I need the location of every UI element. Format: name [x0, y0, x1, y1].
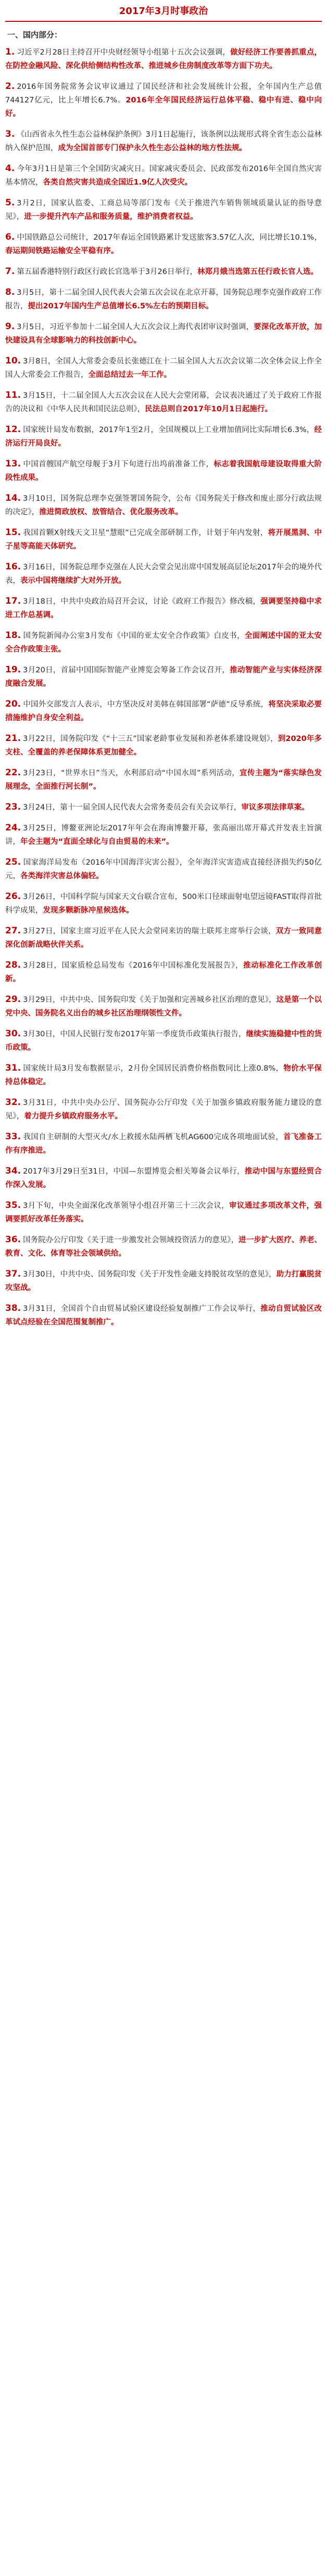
item-text: 3月5日，习近平参加十二届全国人大五次会议上海代表团审议时强调， — [17, 323, 254, 331]
news-item — [5, 1233, 322, 1260]
news-item — [5, 1130, 322, 1157]
item-highlight: 推动智能产业与实体经济深度融合发展。 — [5, 666, 322, 688]
item-text: 3月下旬，中央全面深化改革领导小组召开第三十三次会议， — [23, 1202, 230, 1210]
item-number: 19. — [5, 665, 21, 675]
item-text: 3月27日，国家主席习近平在人民大会堂同来访的瑞士联邦主席举行会谈， — [23, 927, 276, 935]
news-item — [5, 766, 322, 793]
item-number: 31. — [5, 1063, 21, 1073]
item-text: 3月24日，第十一届全国人民代表大会常务委员会有关会议举行， — [23, 803, 242, 812]
section-heading: 一、国内部分： — [7, 30, 62, 40]
item-highlight: 这是第一个以党中央、国务院名义出台的城乡社区治理纲领性文件。 — [5, 996, 322, 1018]
item-number: 38. — [5, 1303, 21, 1313]
item-highlight: 继续实施稳健中性的货币政策。 — [5, 1030, 322, 1052]
item-highlight: 年会主题为“直面全球化与自由贸易的未来”。 — [20, 838, 174, 846]
item-text: 3月20日，首届中国国际智能产业博览会筹备工作会议召开， — [23, 666, 230, 674]
item-text: 3月10日，国务院总理李克强签署国务院令，公布《国务院关于修改和废止部分行政法规的决定》， — [5, 495, 322, 516]
item-number: 32. — [5, 1097, 21, 1108]
item-text: 国家统计局发布数据，2017年1至2月，全国规模以上工业增加值同比实际增长6.3%， — [23, 426, 315, 434]
item-number: 7. — [5, 266, 15, 277]
item-highlight: 将开展黑洞、中子星等高能天体研究。 — [5, 529, 322, 551]
item-number: 1. — [5, 47, 15, 57]
item-number: 12. — [5, 424, 21, 435]
news-item — [5, 285, 322, 313]
news-item — [5, 1267, 322, 1295]
news-item — [5, 196, 322, 224]
item-text: 国家统计局3月发布数据显示，2月份全国居民消费价格指数同比上涨0.8%， — [23, 1064, 284, 1073]
item-text: 3月15日，十二届全国人大五次会议在人民大会堂闭幕，会议表决通过了关于政府工作报告的决议和《中华人民共和国民法总则》， — [5, 392, 322, 413]
news-item — [5, 697, 322, 725]
item-text: 3月22日，国务院印发《“十三五”国家老龄事业发展和养老体系建设规划》， — [23, 735, 278, 743]
news-item — [5, 320, 322, 347]
header — [5, 0, 322, 21]
item-highlight: 首飞准备工作有序推进。 — [5, 1133, 322, 1155]
item-number: 35. — [5, 1200, 21, 1211]
item-highlight: 推动标准化工作改革创新。 — [5, 961, 322, 983]
item-highlight: 进一步提升汽车产品和服务质量，维护消费者权益。 — [24, 213, 198, 221]
news-item — [5, 127, 322, 155]
item-highlight: 民法总则自2017年10月1日起施行。 — [145, 405, 272, 413]
item-highlight: 到2020年多支柱、全覆盖的养老保障体系更加健全。 — [5, 735, 322, 757]
item-text: 习近平2月28日主持召开中央财经领导小组第十五次会议强调， — [17, 48, 231, 57]
item-number: 15. — [5, 527, 21, 538]
item-text: 3月31日，全国首个自由贸易试验区建设经验复制推广工作会议举行， — [23, 1305, 261, 1313]
item-number: 30. — [5, 1029, 21, 1039]
item-text: 3月25日，博鳌亚洲论坛2017年年会在海南博鳌开幕，张高丽出席开幕式并发表主旨演讲， — [5, 824, 322, 846]
news-item — [5, 45, 322, 73]
news-item — [5, 800, 322, 814]
item-text: 3月30日，中国人民银行发布2017年第一季度货币政策执行报告， — [23, 1030, 246, 1038]
item-number: 20. — [5, 699, 21, 709]
item-highlight: 审议通过多项改革文件，强调要抓好改革任务落实。 — [5, 1202, 322, 1224]
news-item — [5, 1061, 322, 1089]
item-text: 3月2日，国家认监委、工商总局等部门发布《关于推进汽车销售领域质量认证的指导意见》， — [5, 199, 322, 221]
item-text: 3月31日，中共中央办公厅、国务院办公厅印发《关于加强乡镇政府服务能力建设的意见》， — [5, 1099, 322, 1121]
item-highlight: 助力打赢脱贫攻坚战。 — [5, 1270, 322, 1292]
news-item — [5, 457, 322, 485]
item-number: 17. — [5, 596, 21, 606]
item-number: 9. — [5, 321, 15, 332]
item-number: 27. — [5, 926, 21, 936]
news-item — [5, 958, 322, 986]
item-highlight: 2016年全年国民经济运行总体平稳、稳中有进、稳中向好。 — [5, 96, 322, 118]
item-number: 13. — [5, 459, 21, 469]
item-text: 3月29日，中共中央、国务院印发《关于加强和完善城乡社区治理的意见》， — [23, 996, 276, 1004]
news-item — [5, 1199, 322, 1226]
item-text: 第五届香港特别行政区行政长官选举于3月26日举行， — [17, 268, 197, 276]
news-item — [5, 821, 322, 849]
item-number: 29. — [5, 994, 21, 1005]
item-text: 国务院办公厅印发《关于进一步激发社会领域投资活力的意见》， — [23, 1236, 239, 1244]
item-highlight: 全面总结过去一年工作。 — [88, 371, 171, 379]
item-text: 3月23日，“世界水日”当天，水利部启动“中国水周”系列活动， — [23, 769, 240, 777]
item-number: 14. — [5, 493, 21, 503]
news-item — [5, 1027, 322, 1055]
item-number: 23. — [5, 802, 21, 812]
item-highlight: 春运期间铁路运输安全平稳有序。 — [5, 247, 119, 255]
page-title: 2017年3月时事政治 — [119, 6, 208, 17]
item-text: 我国首颗X射线天文卫星“慧眼”已完成全部研制工作，计划于年内发射， — [23, 529, 268, 537]
news-item — [5, 80, 322, 121]
news-item — [5, 230, 322, 258]
item-text: 2017年3月29日至31日，中国—东盟博览会相关筹备会议举行， — [23, 1167, 245, 1176]
item-number: 22. — [5, 767, 21, 778]
news-item — [5, 890, 322, 917]
item-text: 3月5日，第十二届全国人民代表大会第五次会议在北京开幕，国务院总理李克强作政府工作报告， — [5, 289, 322, 310]
item-highlight: 标志着我国航母建设取得重大阶段性成果。 — [5, 460, 322, 482]
news-list — [5, 45, 322, 1329]
item-highlight: 做好经济工作要善抓重点，在防控金融风险、深化供给侧结构性改革、推进城乡住房制度改革等方面下功夫。 — [5, 48, 322, 70]
item-number: 8. — [5, 287, 15, 297]
item-highlight: 进一步扩大医疗、养老、教育、文化、体育等社会领域供给。 — [5, 1236, 322, 1258]
item-text: 3月28日，国家质检总局发布《2016年中国标准化发展报告》， — [23, 961, 244, 970]
item-text: 3月16日，国务院总理李克强在人民大会堂会见出席中国发展高层论坛2017年会的境外代表， — [5, 563, 322, 585]
item-highlight: 表示中国将继续扩大对外开放。 — [20, 577, 126, 585]
item-number: 24. — [5, 823, 21, 833]
item-text: 3月18日，中共中央政治局召开会议，讨论《政府工作报告》修改稿， — [23, 597, 261, 606]
news-item — [5, 265, 322, 279]
news-item — [5, 1096, 322, 1123]
item-text: 中国铁路总公司统计，2017年春运全国铁路累计发送旅客3.57亿人次，同比增长10.1%， — [17, 233, 322, 242]
item-number: 16. — [5, 562, 21, 572]
item-text: 3月30日，中共中央、国务院印发《关于开发性金融支持脱贫攻坚的意见》， — [23, 1270, 276, 1279]
news-item — [5, 1164, 322, 1192]
news-item — [5, 924, 322, 952]
item-text: 我国自主研制的大型灭火/水上救援水陆两栖飞机AG600完成各项地面试验， — [23, 1133, 284, 1141]
item-highlight: 推进简政放权、放管结合、优化服务改革。 — [39, 508, 183, 516]
item-number: 33. — [5, 1131, 21, 1142]
news-item — [5, 162, 322, 189]
item-number: 21. — [5, 733, 21, 744]
item-number: 5. — [5, 198, 15, 208]
news-item — [5, 855, 322, 883]
title-divider — [5, 21, 322, 22]
item-number: 10. — [5, 356, 21, 366]
news-item — [5, 354, 322, 382]
news-item — [5, 526, 322, 553]
item-highlight: 物价水平保持总体稳定。 — [5, 1064, 322, 1086]
item-number: 25. — [5, 857, 21, 867]
item-highlight: 推动自贸试验区改革试点经验在全国范围复制推广。 — [5, 1305, 322, 1326]
item-text: 今年3月1日是第三个全国防灾减灾日。国家减灾委员会、民政部发布2016年全国自然灾害基本情况， — [5, 165, 322, 187]
item-highlight: 将坚决采取必要措施维护自身安全利益。 — [5, 700, 322, 722]
item-highlight: 成为全国首部专门保护永久性生态公益林的地方性法规。 — [58, 144, 247, 152]
item-text: 《山西省永久性生态公益林保护条例》3月1日起施行，该条例以法规形式将全省生态公益林纳入保护范围， — [5, 131, 322, 152]
item-highlight: 推动中国与东盟经贸合作深入发展。 — [5, 1167, 322, 1189]
item-number: 34. — [5, 1166, 21, 1176]
item-highlight: 林郑月娥当选第五任行政长官人选。 — [197, 268, 318, 276]
news-item — [5, 629, 322, 656]
item-highlight: 宣传主题为“落实绿色发展理念，全面推行河长制”。 — [5, 769, 322, 791]
item-highlight: 着力提升乡镇政府服务水平。 — [24, 1112, 122, 1121]
item-text: 2016年国务院常务会议审议通过了国民经济和社会发展统计公报，全年国内生产总值744127亿元，比上年增长6.7%。 — [5, 83, 322, 105]
item-highlight: 强调要坚持稳中求进工作总基调。 — [5, 597, 322, 619]
news-item — [5, 491, 322, 519]
item-highlight: 各类海洋灾害总体偏轻。 — [20, 872, 104, 880]
news-item — [5, 663, 322, 691]
news-item — [5, 388, 322, 416]
item-number: 26. — [5, 891, 21, 902]
item-number: 11. — [5, 390, 21, 400]
item-text: 国务院新闻办公室3月发布《中国的亚太安全合作政策》白皮书， — [23, 632, 245, 640]
item-number: 3. — [5, 129, 15, 139]
item-text: 国家海洋局发布《2016年中国海洋灾害公报》，全年海洋灾害造成直接经济损失约50亿元， — [5, 858, 322, 880]
news-item — [5, 423, 322, 450]
item-number: 18. — [5, 630, 21, 641]
news-item — [5, 594, 322, 622]
item-highlight: 各类自然灾害共造成全国近1.9亿人次受灾。 — [43, 178, 193, 187]
item-highlight: 经济运行开局良好。 — [5, 426, 322, 448]
item-text: 中国外交部发言人表示，中方坚决反对美韩在韩国部署“萨德”反导系统， — [23, 700, 269, 709]
news-item — [5, 993, 322, 1020]
news-item — [5, 1302, 322, 1329]
item-number: 36. — [5, 1234, 21, 1245]
item-highlight: 全面阐述中国的亚太安全合作政策主张。 — [5, 632, 322, 654]
item-text: 3月26日，中国科学院与国家天文台联合宣布，500米口径球面射电望远镜FAST取得首批科学成果， — [5, 893, 322, 915]
item-number: 2. — [5, 81, 15, 92]
news-item — [5, 560, 322, 588]
item-highlight: 提出2017年国内生产总值增长6.5%左右的预期目标。 — [28, 302, 213, 310]
item-highlight: 审议多项法律草案。 — [241, 803, 309, 812]
item-highlight: 要深化改革开放，加快建设具有全球影响力的科技创新中心。 — [5, 323, 322, 345]
item-number: 4. — [5, 163, 15, 174]
item-text: 中国首艘国产航空母舰于3月下旬进行出坞前准备工作， — [23, 460, 214, 469]
item-number: 28. — [5, 960, 21, 970]
item-number: 6. — [5, 232, 15, 242]
item-highlight: 双方一致同意深化创新战略伙伴关系。 — [5, 927, 322, 949]
news-item — [5, 732, 322, 759]
item-number: 37. — [5, 1269, 21, 1279]
item-highlight: 发现多颗新脉冲星候选体。 — [43, 906, 134, 915]
item-text: 3月8日，全国人大常委会委员长张德江在十二届全国人大五次会议第二次全体会议上作全国人大常委会工作报告， — [5, 357, 322, 379]
